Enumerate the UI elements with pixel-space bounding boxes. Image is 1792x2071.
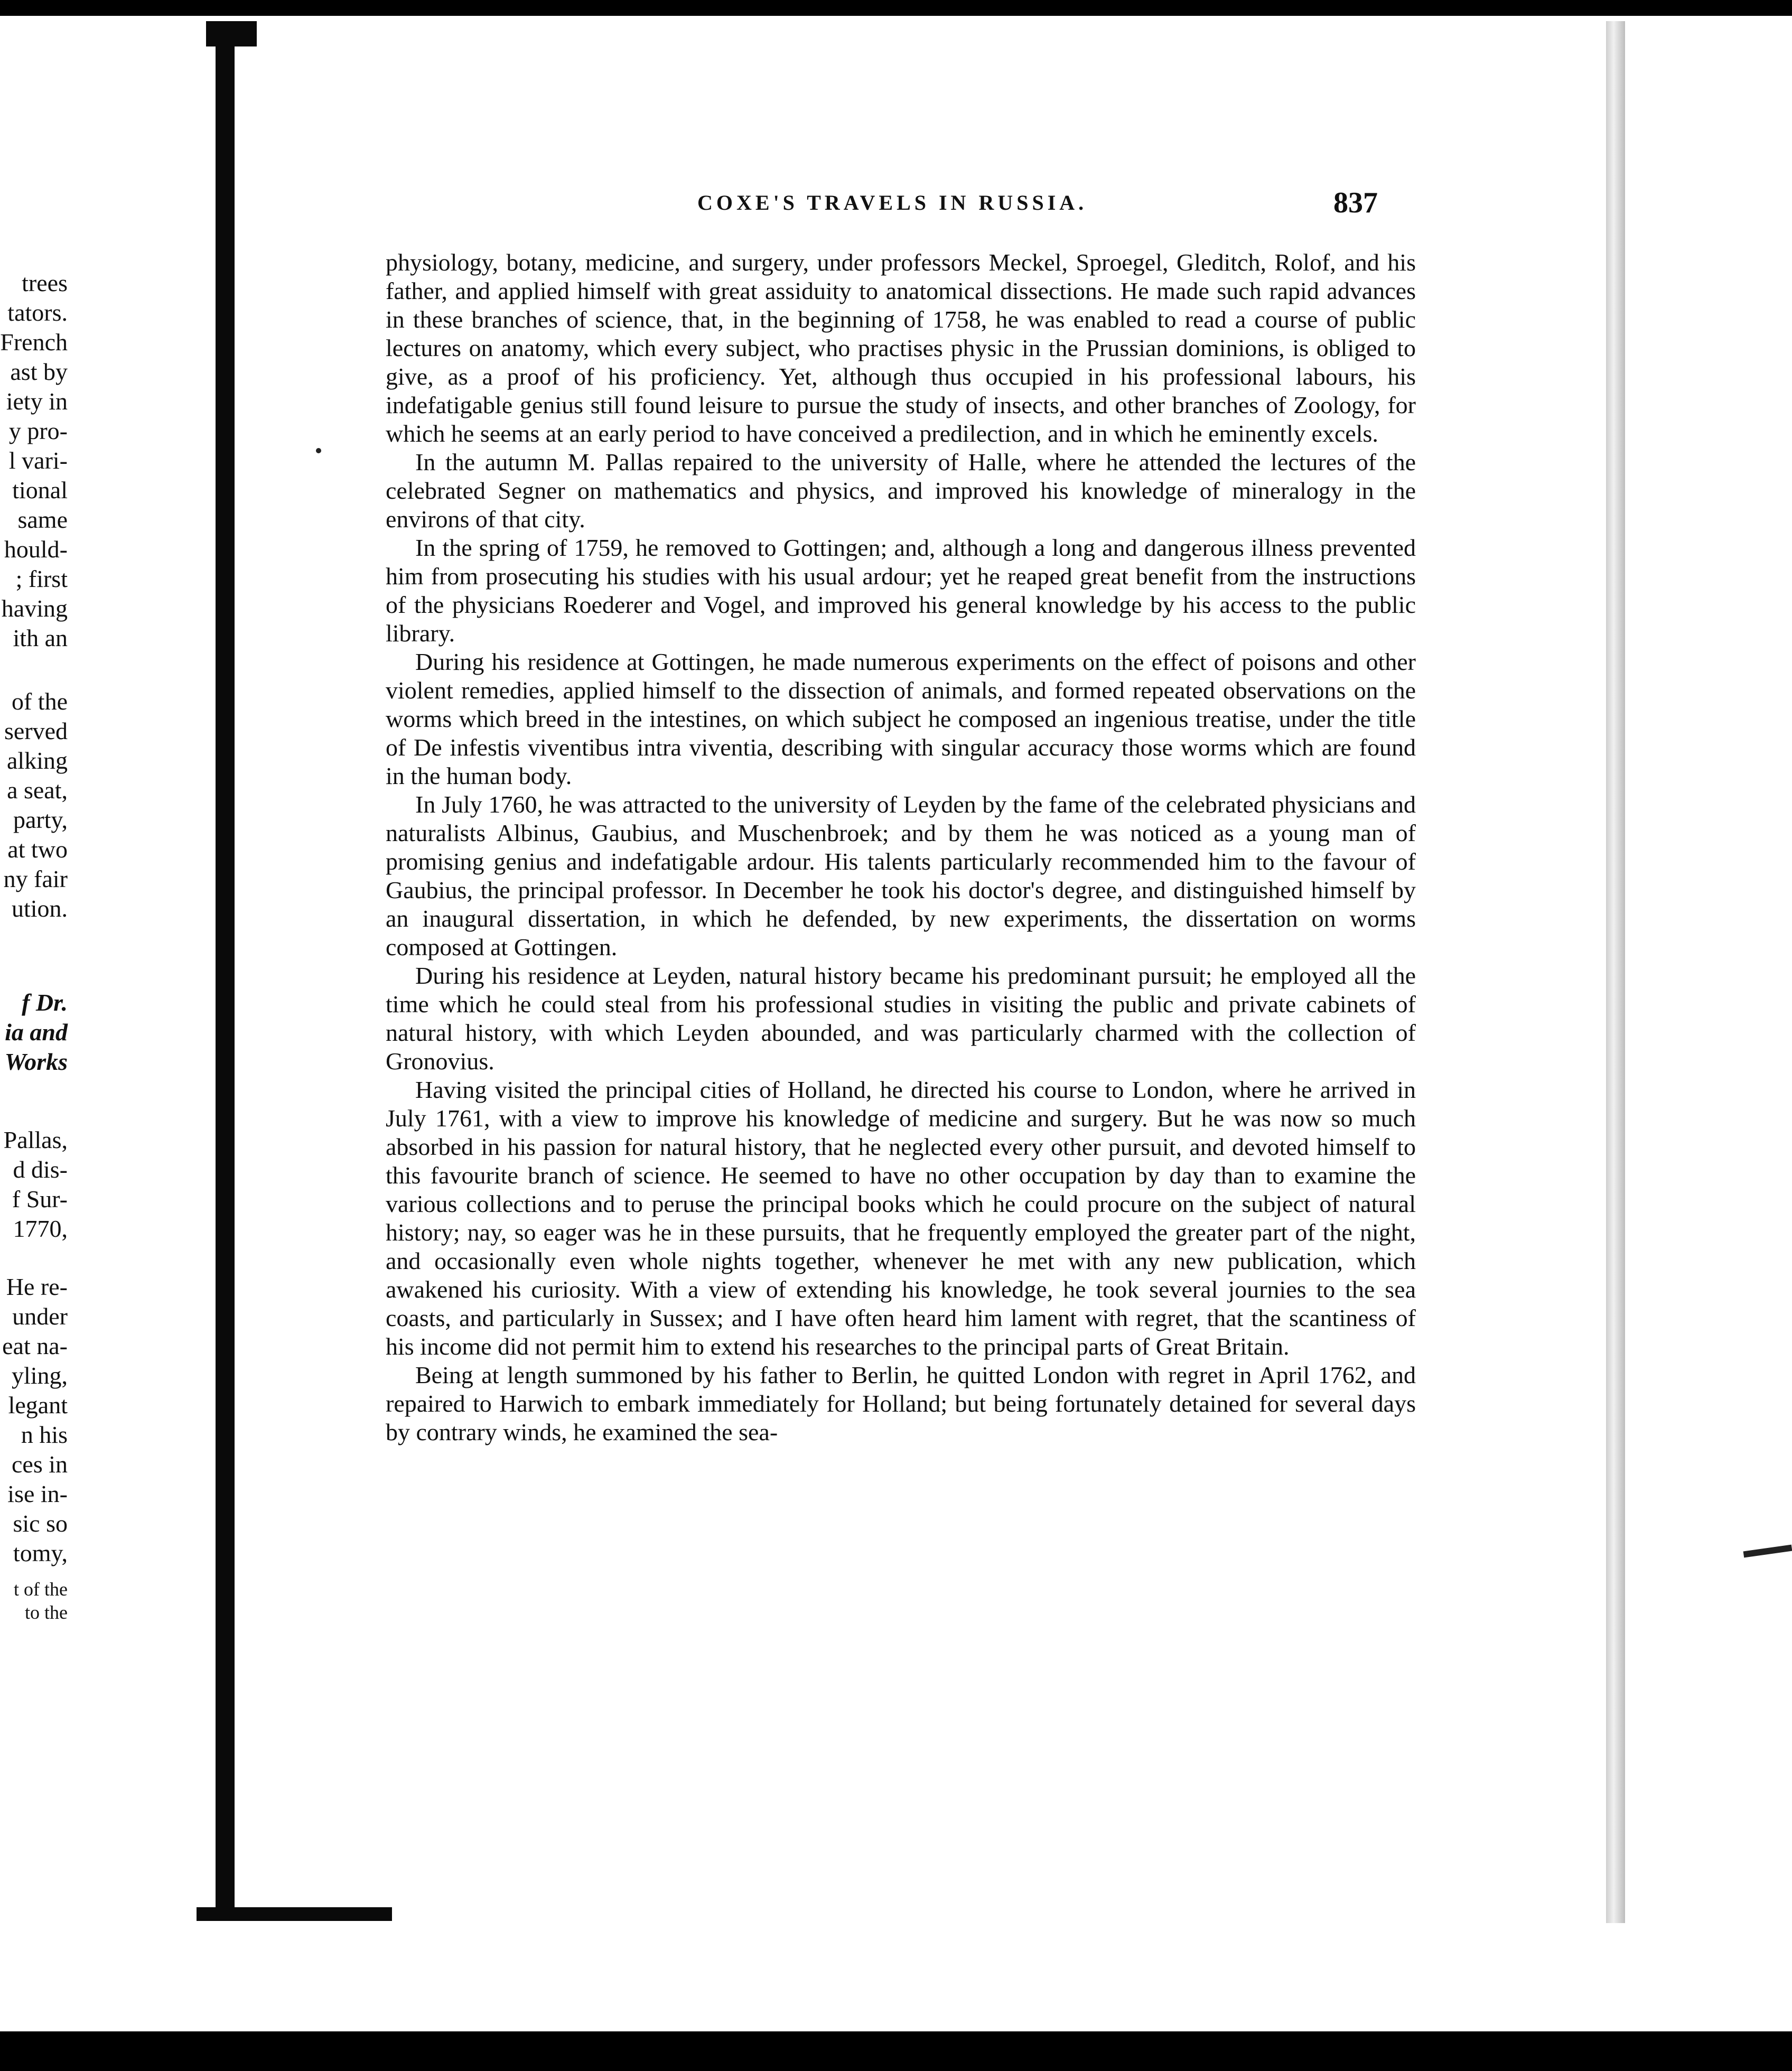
facing-page-line: ise in- — [7, 1480, 68, 1507]
facing-page-line: He re- — [6, 1273, 68, 1300]
facing-page-line: iety in — [6, 388, 68, 415]
facing-page-line: served — [4, 717, 68, 744]
body-text — [386, 248, 1416, 1654]
facing-page-line: party, — [13, 806, 68, 833]
facing-page-line: under — [12, 1303, 68, 1330]
paragraph: In July 1760, he was attracted to the university of Leyden by the fame of the celebrated physicians and naturalists Albinus, Gaubius, and Muschenbroek; and by them he was noticed as a young man of promising genius and indefatigable ardour. His talents particularly recommended him to the favour of Gaubius, the principal professor. In December he took his doctor's degree, and distinguished himself by an inaugural dissertation, in which he defended, by new experiments, the dissertation on worms composed at Gottingen. — [386, 791, 1416, 960]
ink-speck — [316, 448, 321, 453]
facing-page-line: ces in — [11, 1451, 68, 1478]
paragraph: During his residence at Leyden, natural history became his predominant pursuit; he employed all the time which he could steal from his professional studies in visiting the public and private cabinets of natural history, with which Leyden abounded, and was particularly charmed with the collection of Gronovius. — [386, 962, 1416, 1075]
facing-page-line: yling, — [11, 1362, 68, 1389]
running-head: COXE'S TRAVELS IN RUSSIA. — [697, 191, 1088, 214]
facing-page-line: Pallas, — [3, 1126, 68, 1153]
facing-page-line: tomy, — [13, 1540, 68, 1566]
facing-page-line: same — [17, 506, 68, 533]
facing-page-line: of the — [11, 688, 68, 715]
binding-bar-foot — [197, 1907, 392, 1921]
facing-page-heading: Works — [4, 1048, 68, 1075]
page-edge-shadow — [1606, 21, 1625, 1923]
facing-page-line: legant — [8, 1392, 68, 1419]
facing-page-line: 1770, — [13, 1215, 68, 1242]
page-number: 837 — [1333, 186, 1378, 219]
facing-page-line: n his — [21, 1421, 68, 1448]
facing-page-heading: f Dr. — [22, 989, 68, 1016]
facing-page-line: f Sur- — [12, 1186, 68, 1212]
paragraph: Having visited the principal cities of Holland, he directed his course to London, where he arrived in July 1761, with a view to improve his knowledge of medicine and surgery. But he was now so much absorbed in his passion for natural history, that he neglected every other pursuit, and devoted himself to this favourite branch of science. He seemed to have no other occupation by day than to examine the various collections and to peruse the principal books which he could procure on the subject of natural history; nay, so eager was he in these pursuits, that he frequently employed the greater part of the night, and occasionally even whole nights together, whenever he met with any new publication, which awakened his curiosity. With a view of extending his knowledge, he took several journies to the sea coasts, and particularly in Sussex; and I have often heard him lament with regret, that the scantiness of his income did not permit him to extend his researches to the principal parts of Great Britain. — [386, 1076, 1416, 1360]
paragraph: physiology, botany, medicine, and surgery, under professors Meckel, Sproegel, Gleditch, Rolof, and his father, and applied himself with great assiduity to anatomical dissections. He made such rapid advances in these branches of science, that, in the beginning of 1758, he was enabled to read a course of public lectures on anatomy, which every subject, who practises physic in the Prussian dominions, is obliged to give, as a proof of his proficiency. Yet, although thus occupied in his professional labours, his indefatigable genius still found leisure to pursue the study of insects, and other branches of Zoology, for which he seems at an early period to have conceived a predilection, and in which he eminently excels. — [386, 249, 1416, 447]
facing-page-text — [0, 21, 201, 2023]
facing-page-line: a seat, — [7, 777, 68, 804]
film-border-top — [0, 0, 1792, 16]
facing-page-line: y pro- — [8, 417, 68, 444]
facing-page-line: at two — [7, 836, 68, 863]
film-border-bottom — [0, 2031, 1792, 2071]
paragraph: In the spring of 1759, he removed to Gottingen; and, although a long and dangerous illness prevented him from prosecuting his studies with his usual ardour; yet he reaped great benefit from the instructions of the physicians Roederer and Vogel, and improved his general knowledge by his access to the public library. — [386, 534, 1416, 647]
facing-page-line: ; first — [15, 565, 68, 592]
facing-page-line: tators. — [7, 299, 68, 326]
facing-page-line: trees — [22, 269, 68, 296]
facing-page-line: eat na- — [2, 1332, 68, 1359]
facing-page-line: ith an — [13, 624, 68, 651]
facing-page-line: tional — [12, 477, 68, 503]
facing-page-line: hould- — [4, 536, 68, 563]
facing-page-line: d dis- — [13, 1156, 68, 1183]
binding-bar — [216, 21, 235, 1913]
facing-page-line: ny fair — [3, 865, 68, 892]
facing-page-line: alking — [7, 747, 68, 774]
facing-page-line: sic so — [13, 1510, 68, 1537]
facing-page-line: ution. — [11, 895, 68, 922]
facing-page — [0, 21, 201, 2023]
facing-page-line: ast by — [10, 358, 68, 385]
paragraph: During his residence at Gottingen, he made numerous experiments on the effect of poisons and other violent remedies, applied himself to the dissection of animals, and formed repeated observations on the worms which breed in the intestines, on which subject he composed an ingenious treatise, under the title of De infestis viventibus intra viventia, describing with singular accuracy those worms which are found in the human body. — [386, 648, 1416, 789]
facing-page-footnote: t of the — [14, 1579, 68, 1600]
facing-page-line: l vari- — [8, 447, 68, 474]
facing-page-footnote: to the — [25, 1602, 68, 1623]
facing-page-line: having — [1, 595, 68, 622]
facing-page-heading: ia and — [5, 1019, 68, 1046]
facing-page-line: French — [0, 329, 68, 356]
paragraph: Being at length summoned by his father to Berlin, he quitted London with regret in April 1762, and repaired to Harwich to embark immediately for Holland; but being fortunately detained for several days by contrary winds, he examined the sea- — [386, 1361, 1416, 1445]
paragraph: In the autumn M. Pallas repaired to the university of Halle, where he attended the lectures of the celebrated Segner on mathematics and physics, and improved his knowledge of mineralogy in the environs of that city. — [386, 449, 1416, 533]
